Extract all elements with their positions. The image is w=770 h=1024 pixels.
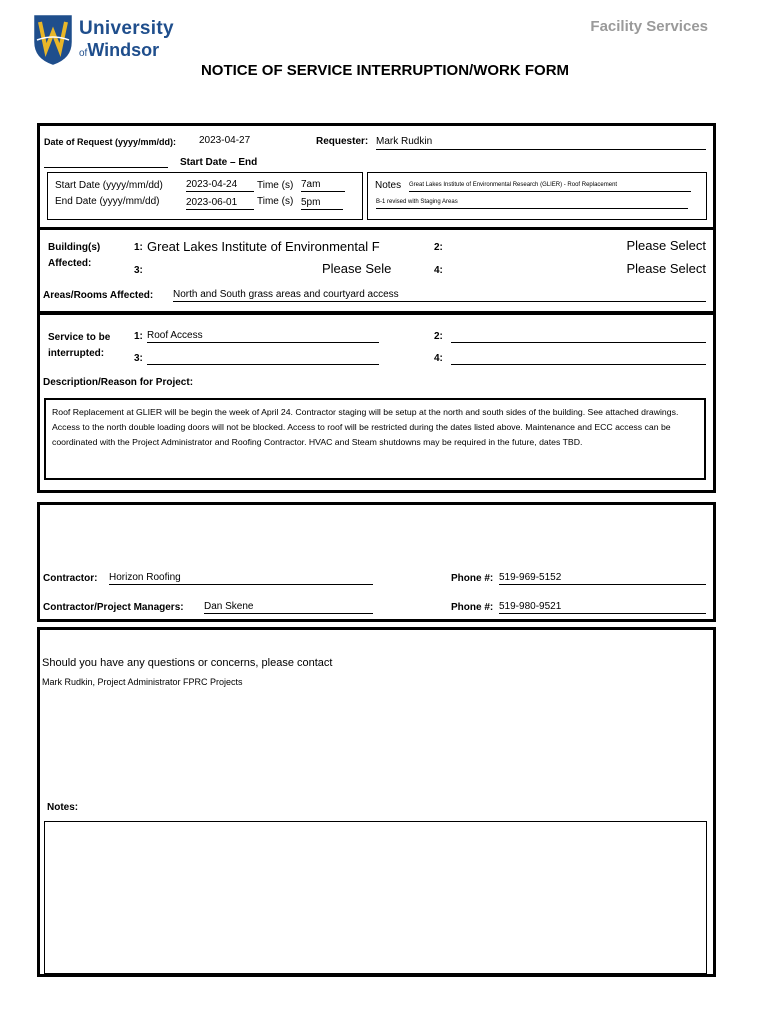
description-box[interactable]: Roof Replacement at GLIER will be begin the week of April 24. Contractor staging will be setup at the north and south sides of the building. See attached drawings. Access to the north double loading doors will not be blocked. Access to roof will be restricted during the dates listed above. Maintenance and ECC access can be coordinated with the Project Administrator and Roofing Contractor. HVAC and Steam shutdowns may be required in the future, dates TBD. xyxy=(44,398,706,480)
notes-label: Notes xyxy=(375,180,402,191)
service-1-value[interactable]: Roof Access xyxy=(147,330,379,343)
service-label-line1: Service to be xyxy=(48,332,111,343)
requester-value[interactable]: Mark Rudkin xyxy=(376,136,706,150)
building-2-number: 2: xyxy=(434,242,443,253)
building-1-select[interactable]: Great Lakes Institute of Environmental F xyxy=(147,239,380,254)
notes-line1[interactable]: Great Lakes Institute of Environmental Research (GLIER) - Roof Replacement xyxy=(409,182,691,192)
building-1-number: 1: xyxy=(134,242,143,253)
service-2-number: 2: xyxy=(434,331,443,342)
notes-textarea[interactable] xyxy=(44,821,707,974)
buildings-label-line2: Affected: xyxy=(48,258,92,269)
department-name: Facility Services xyxy=(590,18,708,35)
phone-label-2: Phone #: xyxy=(451,602,494,613)
service-3-value[interactable] xyxy=(147,352,379,365)
end-time-label: Time (s) xyxy=(257,196,294,207)
date-of-request-label: Date of Request (yyyy/mm/dd): xyxy=(44,137,177,147)
logo-line2: Windsor xyxy=(87,40,160,60)
service-4-value[interactable] xyxy=(451,352,706,365)
logo-of: of xyxy=(79,48,88,59)
service-1-number: 1: xyxy=(134,331,143,342)
end-date-value[interactable]: 2023-06-01 xyxy=(186,197,254,210)
managers-value[interactable]: Dan Skene xyxy=(204,601,373,614)
service-4-number: 4: xyxy=(434,353,443,364)
building-3-number: 3: xyxy=(134,265,143,276)
start-time-value[interactable]: 7am xyxy=(301,179,345,192)
start-time-label: Time (s) xyxy=(257,180,294,191)
date-of-request-value[interactable]: 2023-04-27 xyxy=(199,135,251,146)
end-time-value[interactable]: 5pm xyxy=(301,197,343,210)
start-end-label: Start Date – End xyxy=(180,157,258,168)
phone-value-1[interactable]: 519-969-5152 xyxy=(499,572,706,585)
service-label-line2: interrupted: xyxy=(48,348,105,359)
logo-line1: University xyxy=(79,18,174,39)
building-3-select[interactable]: Please Sele xyxy=(322,261,392,276)
building-4-number: 4: xyxy=(434,265,443,276)
notes-line2[interactable]: B-1 revised with Staging Areas xyxy=(376,199,688,209)
contractor-label: Contractor: xyxy=(43,573,98,584)
building-4-select[interactable]: Please Select xyxy=(626,261,706,276)
start-date-value[interactable]: 2023-04-24 xyxy=(186,179,254,192)
blank-line xyxy=(44,158,168,168)
contact-line1: Should you have any questions or concerns, please contact xyxy=(42,657,333,669)
areas-label: Areas/Rooms Affected: xyxy=(43,290,154,301)
service-2-value[interactable] xyxy=(451,330,706,343)
managers-label: Contractor/Project Managers: xyxy=(43,602,184,613)
section-divider xyxy=(37,227,716,230)
shield-crest-icon xyxy=(33,14,73,66)
notes-section-label: Notes: xyxy=(47,802,79,813)
service-3-number: 3: xyxy=(134,353,143,364)
contractor-value[interactable]: Horizon Roofing xyxy=(109,572,373,585)
areas-value[interactable]: North and South grass areas and courtyard access xyxy=(173,289,706,302)
requester-label: Requester: xyxy=(316,136,369,147)
building-2-select[interactable]: Please Select xyxy=(626,238,706,253)
start-date-label: Start Date (yyyy/mm/dd) xyxy=(55,180,163,191)
end-date-label: End Date (yyyy/mm/dd) xyxy=(55,196,160,207)
buildings-label-line1: Building(s) xyxy=(48,242,101,253)
phone-value-2[interactable]: 519-980-9521 xyxy=(499,601,706,614)
form-title: NOTICE OF SERVICE INTERRUPTION/WORK FORM xyxy=(200,62,570,79)
phone-label-1: Phone #: xyxy=(451,573,494,584)
contact-line2: Mark Rudkin, Project Administrator FPRC Projects xyxy=(42,677,243,687)
notes-box xyxy=(367,172,707,220)
description-label: Description/Reason for Project: xyxy=(43,377,194,388)
